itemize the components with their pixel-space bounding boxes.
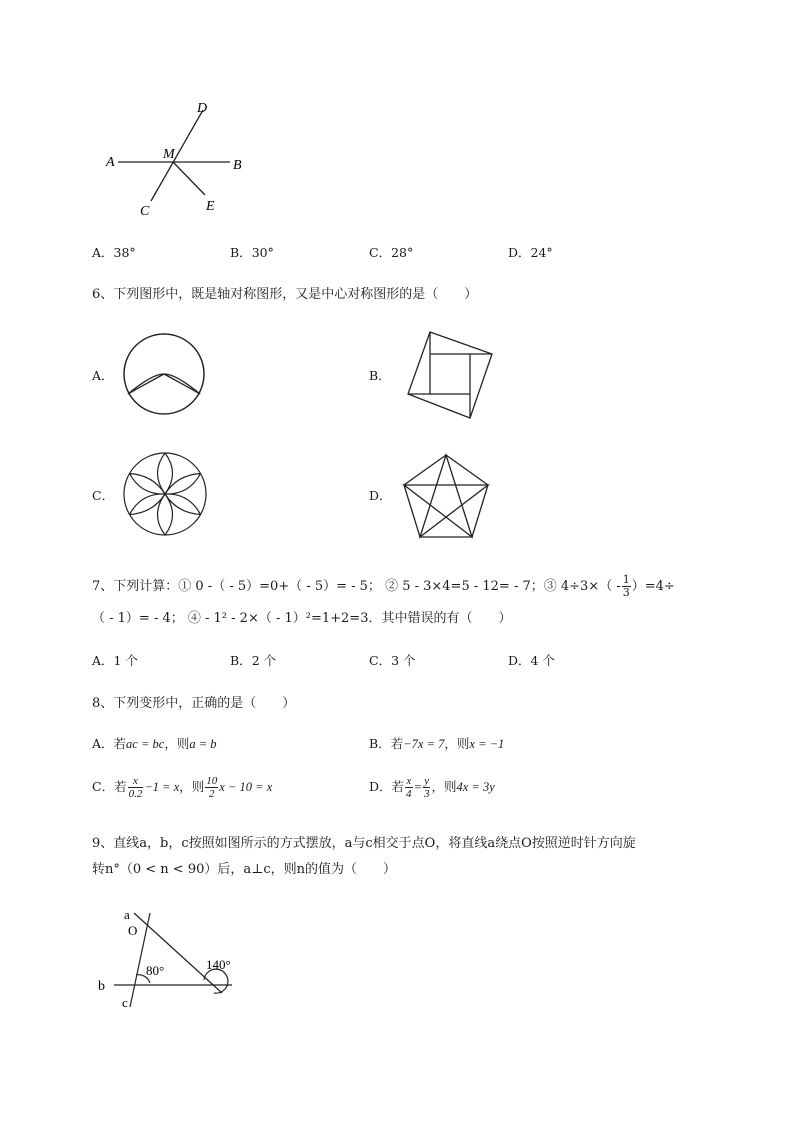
q9-line1: 9、直线a，b，c按照如图所示的方式摆放，a与c相交于点O，将直线a绕点O按照逆时针方向旋 <box>92 836 636 851</box>
q7-option-c: C．3 个 <box>369 653 416 668</box>
q8-option-a: A．若ac = bc，则a = b <box>92 736 217 751</box>
q6-figure-a <box>122 332 206 416</box>
q9-figure <box>92 905 262 1015</box>
q5-option-c: C．28° <box>369 245 414 260</box>
label-a: a <box>124 907 130 922</box>
q6-label-c: C． <box>92 488 115 503</box>
q8-option-d: D．若 $\frac{x}{4}$ = $\frac{y}{3}$ ，则4x = 3y <box>369 775 495 800</box>
label-c: c <box>122 995 128 1010</box>
q5-figure <box>100 95 260 225</box>
line-cd <box>151 110 203 201</box>
label-e: E <box>206 199 215 214</box>
label-d: D <box>197 101 208 116</box>
label-b: B <box>233 158 242 173</box>
label-a: A <box>106 155 115 170</box>
ray-me <box>173 162 205 195</box>
q6-label-b: B． <box>369 368 391 383</box>
q7-line1: 7、下列计算：① 0 -（ - 5）=0+（ - 5）= - 5； ② 5 - 3×4=5 - 12= - 7；③ 4÷3×（ - $\frac{1}{3}$ ）=4÷ <box>92 573 675 599</box>
q5-option-d: D．24° <box>508 245 553 260</box>
label-m: M <box>163 147 175 162</box>
q6-label-d: D． <box>369 488 392 503</box>
q7-line2: （ - 1）= - 4； ④ - 1² - 2×（ - 1）²=1+2=3．其中错误的有（ ） <box>92 611 512 626</box>
angle-arc-140 <box>204 969 228 993</box>
q5-option-b: B．30° <box>230 245 274 260</box>
q6-figure-b <box>402 328 496 422</box>
q9-line2: 转n°（0 < n < 90）后，a⊥c，则n的值为（ ） <box>92 862 397 877</box>
q7-option-a: A．1 个 <box>92 653 138 668</box>
q6-stem: 6、下列图形中，既是轴对称图形，又是中心对称图形的是（ ） <box>92 287 478 302</box>
label-b: b <box>98 979 105 994</box>
q7-option-b: B．2 个 <box>230 653 277 668</box>
label-o: O <box>128 923 138 938</box>
q6-figure-c <box>122 451 208 537</box>
q7-option-d: D．4 个 <box>508 653 555 668</box>
angle-80: 80° <box>146 963 165 978</box>
q8-stem: 8、下列变形中，正确的是（ ） <box>92 696 296 711</box>
q5-option-a: A．38° <box>92 245 136 260</box>
q8-option-c: C．若 $\frac{x}{0.2}$ −1 = x，则 $\frac{10}{2}$ x − 10 = x <box>92 775 273 800</box>
q6-label-a: A． <box>92 368 114 383</box>
q8-option-b: B．若−7x = 7，则x = −1 <box>369 736 505 751</box>
q7-fraction: $\frac{1}{3}$ <box>622 573 630 599</box>
angle-140: 140° <box>206 957 231 972</box>
label-c: C <box>140 204 150 219</box>
q6-figure-d <box>398 451 522 541</box>
